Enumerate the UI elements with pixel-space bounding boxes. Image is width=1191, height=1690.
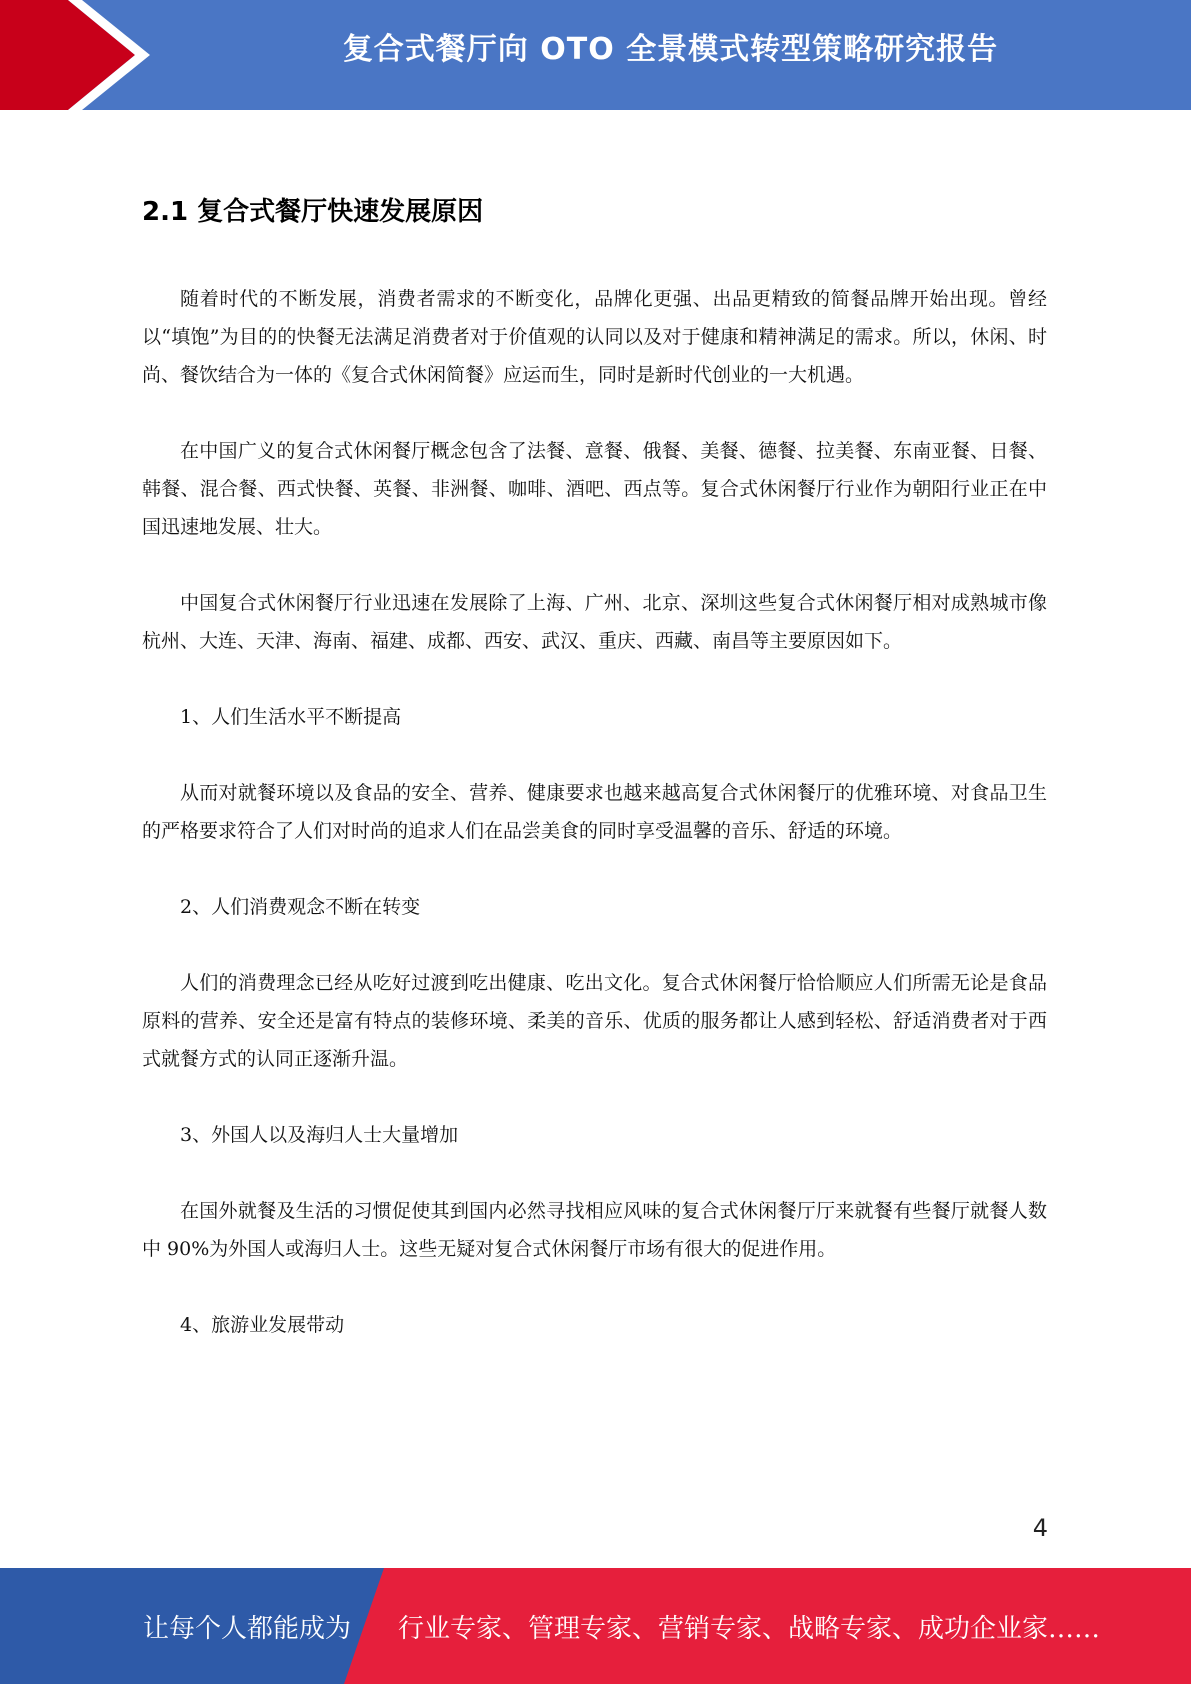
section-heading: 2.1 复合式餐厅快速发展原因 [142,197,484,227]
paragraph-3: 中国复合式休闲餐厅行业迅速在发展除了上海、广州、北京、深圳这些复合式休闲餐厅相对成熟城市像杭州、大连、天津、海南、福建、成都、西安、武汉、重庆、西藏、南昌等主要原因如下。 [142,592,1047,652]
footer-band [0,1568,1191,1684]
footer-slogan-right: 行业专家、管理专家、营销专家、战略专家、成功企业家…… [398,1614,1101,1644]
subheading-2: 2、人们消费观念不断在转变 [180,896,421,918]
paragraph-1: 随着时代的不断发展，消费者需求的不断变化，品牌化更强、出品更精致的简餐品牌开始出现。曾经以“填饱”为目的的快餐无法满足消费者对于价值观的认同以及对于健康和精神满足的需求。所以，休闲、时尚、餐饮结合为一体的《复合式休闲简餐》应运而生，同时是新时代创业的一大机遇。 [142,288,1047,386]
document-title: 复合式餐厅向 OTO 全景模式转型策略研究报告 [342,32,999,67]
spacer [142,850,1047,888]
paragraph-4: 从而对就餐环境以及食品的安全、营养、健康要求也越来越高复合式休闲餐厅的优雅环境、对食品卫生的严格要求符合了人们对时尚的追求人们在品尝美食的同时享受温馨的音乐、舒适的环境。 [142,782,1047,842]
paragraph-2: 在中国广义的复合式休闲餐厅概念包含了法餐、意餐、俄餐、美餐、德餐、拉美餐、东南亚餐、日餐、韩餐、混合餐、西式快餐、英餐、非洲餐、咖啡、酒吧、西点等。复合式休闲餐厅行业作为朝阳行业正在中国迅速地发展、壮大。 [142,440,1047,538]
spacer [142,1268,1047,1306]
paragraph-5: 人们的消费理念已经从吃好过渡到吃出健康、吃出文化。复合式休闲餐厅恰恰顺应人们所需无论是食品原料的营养、安全还是富有特点的装修环境、柔美的音乐、优质的服务都让人感到轻松、舒适消费者对于西式就餐方式的认同正逐渐升温。 [142,972,1047,1070]
paragraph-6: 在国外就餐及生活的习惯促使其到国内必然寻找相应风味的复合式休闲餐厅厅来就餐有些餐厅就餐人数中 90%为外国人或海归人士。这些无疑对复合式休闲餐厅市场有很大的促进作用。 [142,1200,1047,1260]
header-chevron-icon [0,0,160,110]
page-number: 4 [1032,1514,1048,1542]
spacer [142,736,1047,774]
spacer [142,660,1047,698]
subheading-4: 4、旅游业发展带动 [180,1314,345,1336]
spacer [142,394,1047,432]
spacer [142,242,1047,280]
spacer [142,926,1047,964]
main-content [142,170,1047,1344]
subheading-3: 3、外国人以及海归人士大量增加 [180,1124,459,1146]
header-band [0,0,1191,110]
subheading-1: 1、人们生活水平不断提高 [180,706,402,728]
spacer [142,546,1047,584]
spacer [142,1154,1047,1192]
footer-slogan-left: 让每个人都能成为 [143,1614,352,1644]
spacer [142,1078,1047,1116]
